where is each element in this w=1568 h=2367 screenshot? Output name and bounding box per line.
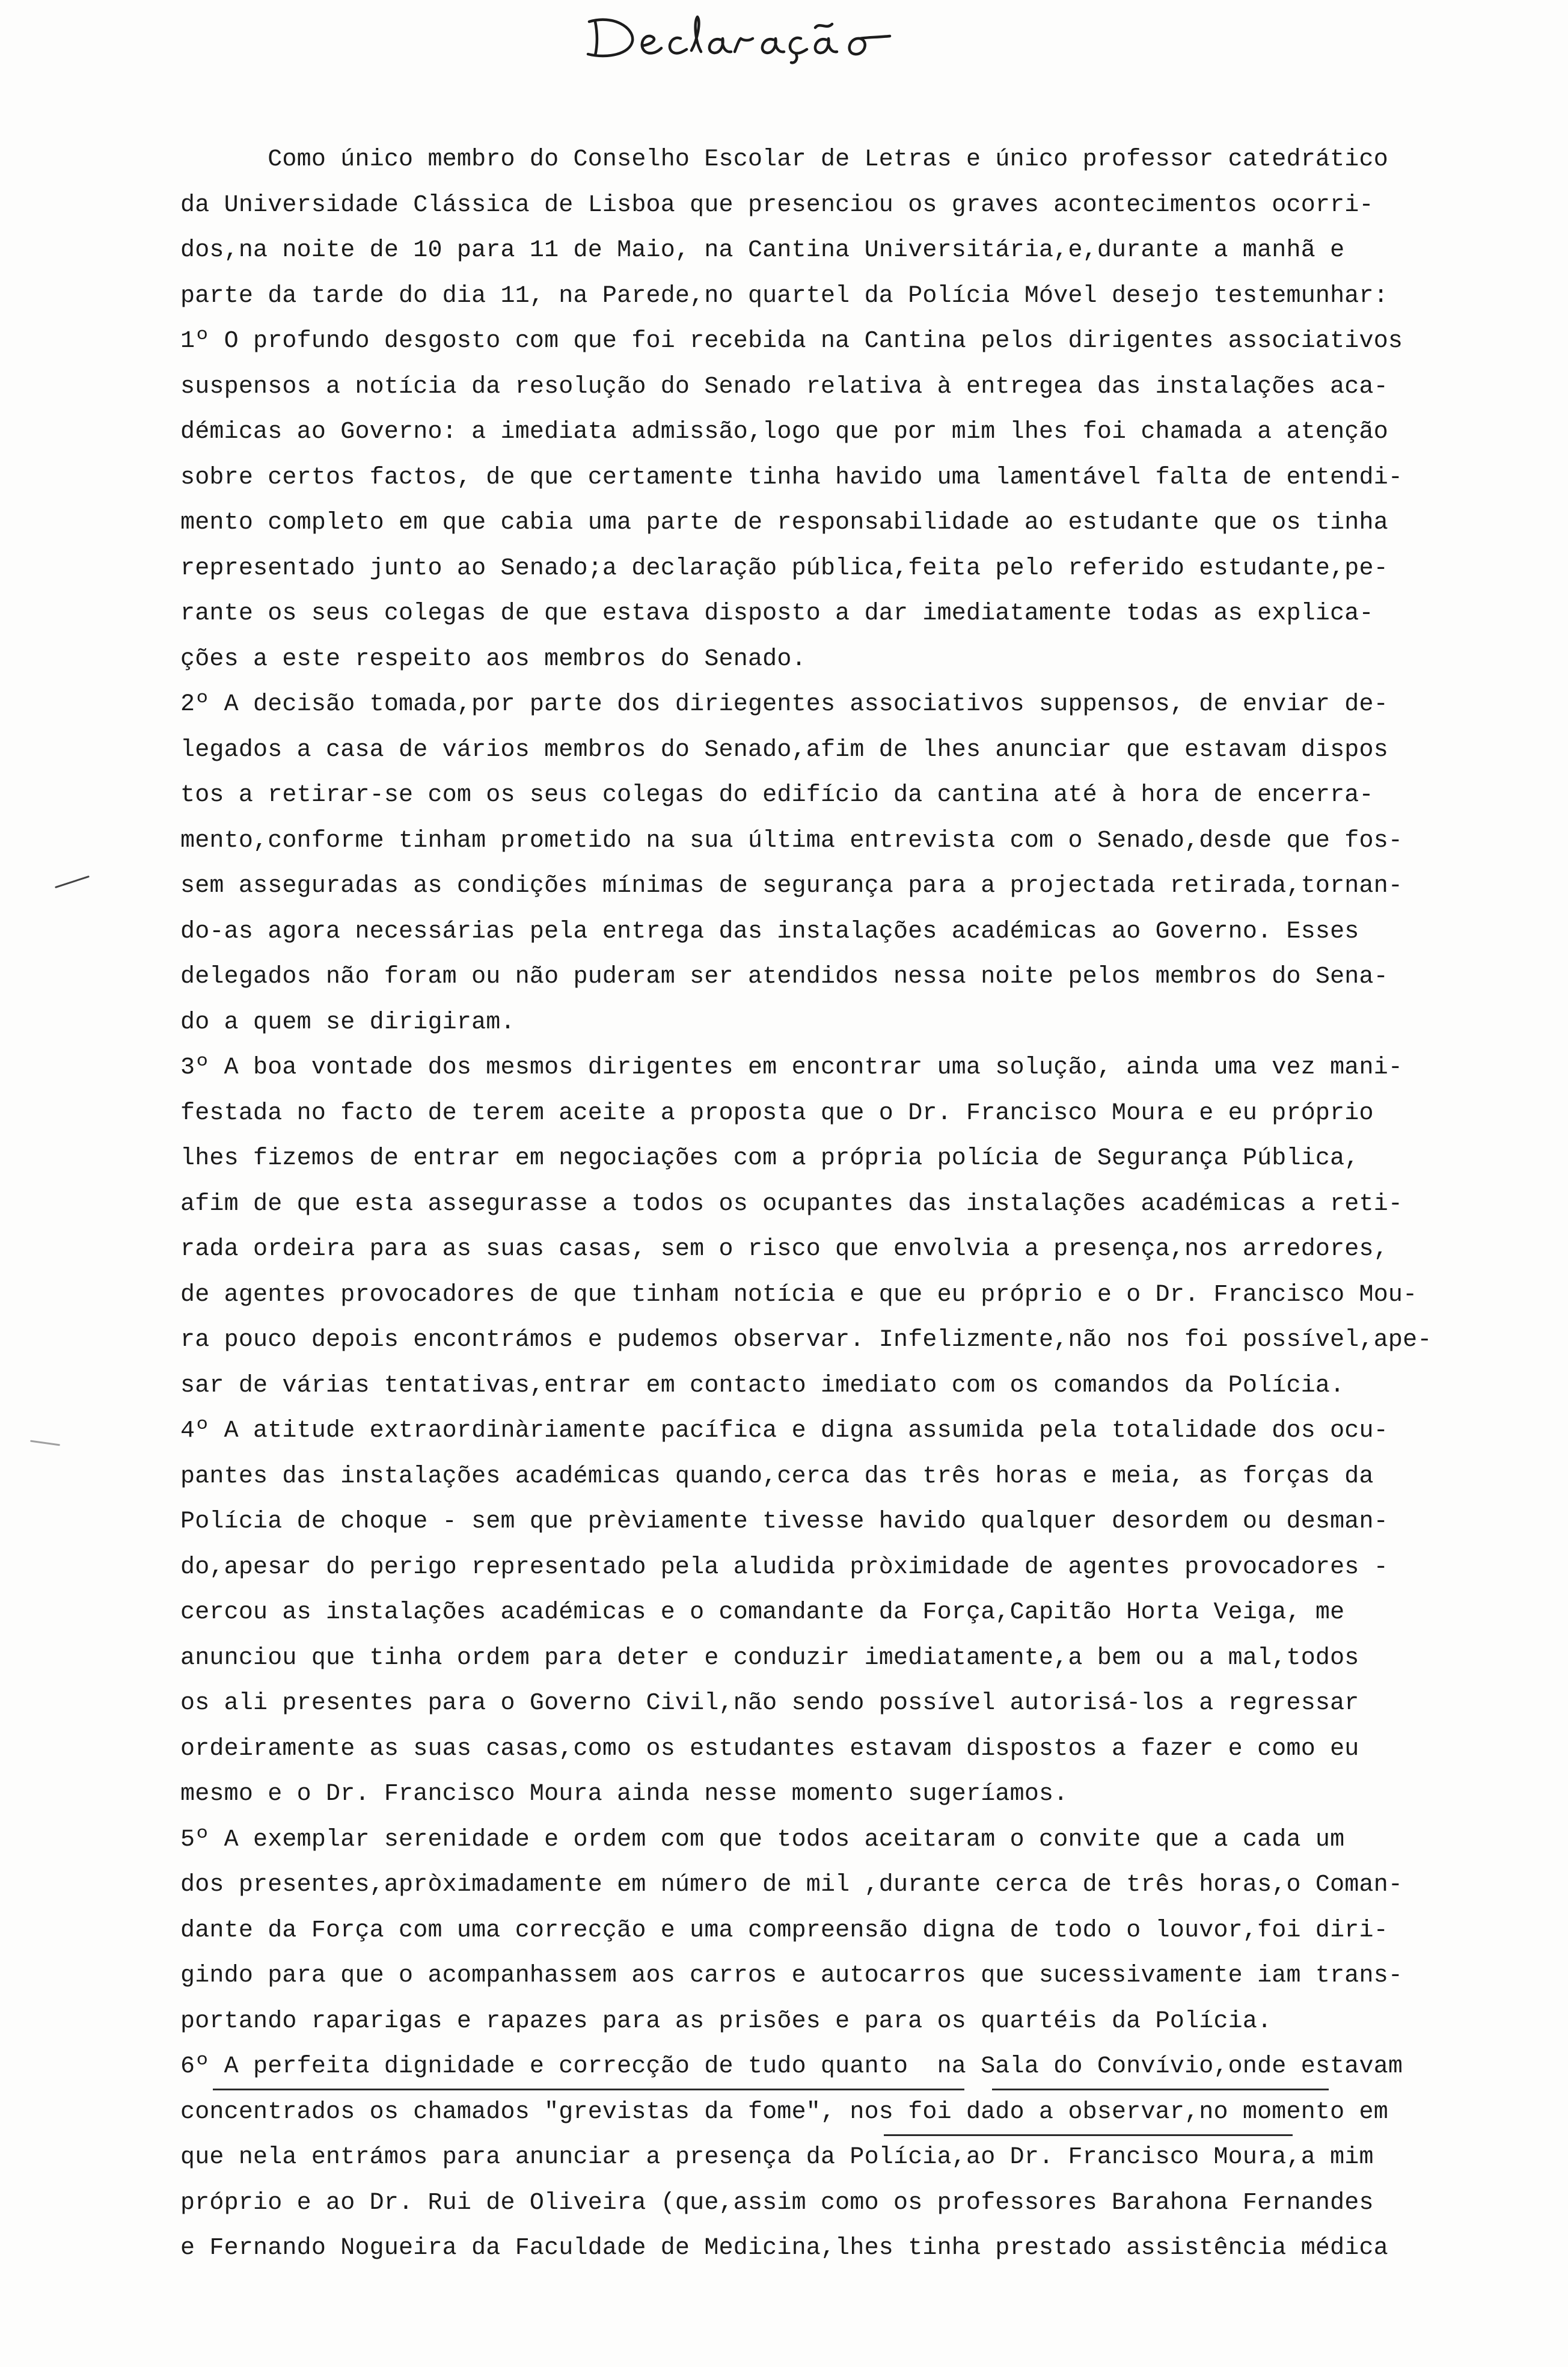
text-line: os ali presentes para o Governo Civil,não sendo possível autorisá-los a regressar <box>180 1690 1359 1717</box>
text-line: cercou as instalações académicas e o comandante da Força,Capitão Horta Veiga, me <box>180 1599 1345 1626</box>
text-line: parte da tarde do dia 11, na Parede,no quartel da Polícia Móvel desejo testemunhar: <box>180 282 1388 310</box>
text-line: sobre certos factos, de que certamente tinha havido uma lamentável falta de entendi- <box>180 464 1403 491</box>
text-line: dos presentes,apròximadamente em número de mil ,durante cerca de três horas,o Coman- <box>180 1871 1403 1899</box>
text-line: suspensos a notícia da resolução do Senado relativa à entregea das instalações aca- <box>180 373 1388 401</box>
text-line: sem asseguradas as condições mínimas de segurança para a projectada retirada,tornan- <box>180 873 1403 900</box>
margin-pen-mark <box>55 876 90 888</box>
text-line: Polícia de choque - sem que prèviamente tivesse havido qualquer desordem ou desman- <box>180 1508 1388 1535</box>
text-line: legados a casa de vários membros do Senado,afim de lhes anunciar que estavam dispos <box>180 736 1388 764</box>
underline-mark <box>884 2134 1293 2136</box>
text-line: anunciou que tinha ordem para deter e conduzir imediatamente,a bem ou a mal,todos <box>180 1644 1359 1672</box>
text-line: mento completo em que cabia uma parte de responsabilidade ao estudante que os tinha <box>180 509 1388 536</box>
underline-mark <box>213 2089 964 2090</box>
text-line: rada ordeira para as suas casas, sem o risco que envolvia a presença,nos arredores, <box>180 1236 1388 1263</box>
text-line: 5º A exemplar serenidade e ordem com que todos aceitaram o convite que a cada um <box>180 1826 1345 1853</box>
text-line: dante da Força com uma correcção e uma compreensão digna de todo o louvor,foi diri- <box>180 1917 1388 1944</box>
text-line: mesmo e o Dr. Francisco Moura ainda nesse momento sugeríamos. <box>180 1781 1068 1808</box>
text-line: do,apesar do perigo representado pela aludida pròximidade de agentes provocadores - <box>180 1553 1388 1581</box>
text-line: 6º A perfeita dignidade e correcção de tudo quanto na Sala do Convívio,onde estavam <box>180 2053 1403 2080</box>
text-line: afim de que esta assegurasse a todos os ocupantes das instalações académicas a reti- <box>180 1190 1403 1218</box>
text-line: do-as agora necessárias pela entrega das instalações académicas ao Governo. Esses <box>180 918 1359 945</box>
text-line: portando raparigas e rapazes para as prisões e para os quartéis da Polícia. <box>180 2007 1272 2035</box>
text-line: sar de várias tentativas,entrar em contacto imediato com os comandos da Polícia. <box>180 1372 1345 1399</box>
text-line: pantes das instalações académicas quando,cerca das três horas e meia, as forças da <box>180 1463 1374 1490</box>
text-line: delegados não foram ou não puderam ser atendidos nessa noite pelos membros do Sena- <box>180 963 1388 990</box>
text-line: 4º A atitude extraordinàriamente pacífica e digna assumida pela totalidade dos ocu- <box>180 1417 1388 1444</box>
text-line: da Universidade Clássica de Lisboa que presenciou os graves acontecimentos ocorri- <box>180 191 1374 219</box>
text-line: ra pouco depois encontrámos e pudemos observar. Infelizmente,não nos foi possível,ape- <box>180 1327 1432 1354</box>
text-line: gindo para que o acompanhassem aos carros e autocarros que sucessivamente iam trans- <box>180 1962 1403 1989</box>
text-line: de agentes provocadores de que tinham notícia e que eu próprio e o Dr. Francisco Mou- <box>180 1281 1418 1309</box>
underline-mark <box>992 2089 1329 2090</box>
text-line: 2º A decisão tomada,por parte dos diriegentes associativos suppensos, de enviar de- <box>180 691 1388 718</box>
text-line: concentrados os chamados "grevistas da fome", nos foi dado a observar,no momento em <box>180 2098 1388 2126</box>
text-line: ções a este respeito aos membros do Senado. <box>180 645 806 673</box>
declaration-body <box>180 137 1527 2271</box>
handwritten-title-signature <box>577 4 914 70</box>
margin-pen-mark <box>30 1440 60 1446</box>
text-line: festada no facto de terem aceite a proposta que o Dr. Francisco Moura e eu próprio <box>180 1099 1374 1127</box>
text-line: mento,conforme tinham prometido na sua última entrevista com o Senado,desde que fos- <box>180 827 1403 855</box>
text-line: tos a retirar-se com os seus colegas do edifício da cantina até à hora de encerra- <box>180 782 1374 809</box>
handwritten-title <box>577 4 914 70</box>
text-line: e Fernando Nogueira da Faculdade de Medicina,lhes tinha prestado assistência médica <box>180 2235 1388 2262</box>
text-line: ordeiramente as suas casas,como os estudantes estavam dispostos a fazer e como eu <box>180 1735 1359 1763</box>
text-line: do a quem se dirigiram. <box>180 1009 515 1036</box>
text-line: 3º A boa vontade dos mesmos dirigentes em encontrar uma solução, ainda uma vez mani- <box>180 1054 1403 1081</box>
text-line: que nela entrámos para anunciar a presença da Polícia,ao Dr. Francisco Moura,a mim <box>180 2144 1374 2171</box>
text-line: 1º O profundo desgosto com que foi recebida na Cantina pelos dirigentes associativos <box>180 328 1403 355</box>
text-line: dos,na noite de 10 para 11 de Maio, na Cantina Universitária,e,durante a manhã e <box>180 237 1345 264</box>
text-line: démicas ao Governo: a imediata admissão,logo que por mim lhes foi chamada a atenção <box>180 419 1388 446</box>
text-line: próprio e ao Dr. Rui de Oliveira (que,assim como os professores Barahona Fernandes <box>180 2189 1374 2217</box>
text-line: Como único membro do Conselho Escolar de Letras e único professor catedrático <box>180 146 1388 173</box>
text-line: lhes fizemos de entrar em negociações com a própria polícia de Segurança Pública, <box>180 1145 1359 1172</box>
text-line: rante os seus colegas de que estava disposto a dar imediatamente todas as explica- <box>180 600 1374 627</box>
text-line: representado junto ao Senado;a declaração pública,feita pelo referido estudante,pe- <box>180 554 1388 582</box>
